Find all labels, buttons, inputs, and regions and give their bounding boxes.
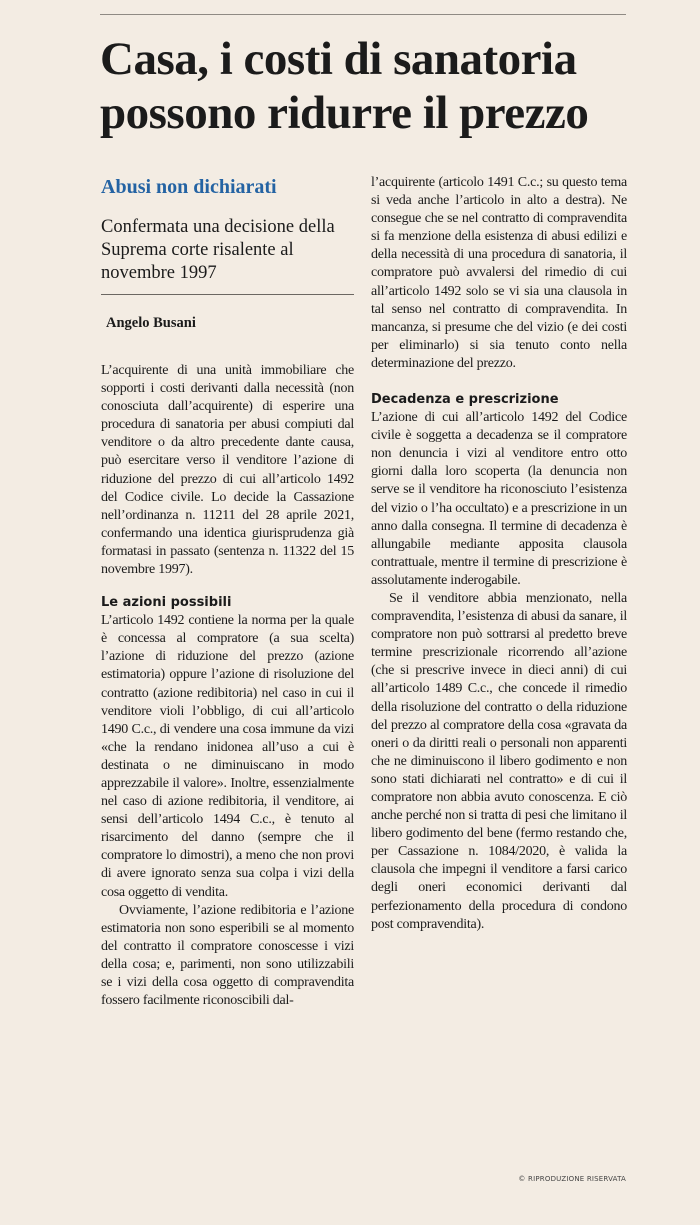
left-column (101, 174, 354, 1010)
paragraph-azioni: L’articolo 1492 contiene la norma per la quale è concessa al compratore (a sua scelta) l’azione di riduzione del prezzo (azione estimatoria) oppure l’azione di risoluzione del contratto (azione redibitoria) nel caso in cui il venditore violi l’obbligo, di cui all’articolo 1490 C.c., di vendere una cosa immune da vizi «che la rendano inidonea all’uso a cui è destinata o ne diminuiscano in modo apprezzabile il valore». Inoltre, essenzialmente nel caso di azione redibitoria, il venditore, ai sensi dell’articolo 1494 C.c., è tenuto al risarcimento del danno (sempre che il compratore lo dimostri), a meno che non provi di avere ignorato senza sua colpa i vizi della cosa oggetto di vendita. (101, 613, 354, 900)
paragraph-venditore: Se il venditore abbia menzionato, nella compravendita, l’esistenza di abusi da sanare, il compratore non può sottrarsi al predetto breve termine prescrizionale ricorrendo all’azione (che si prescrive invece in dieci anni) di cui all’articolo 1489 C.c., che concede il rimedio della risoluzione del contratto o della riduzione del prezzo al compratore della cosa «gravata da oneri o da diritti reali o personali non apparenti che ne diminuiscono il libero godimento e non sono stati dichiarati nel contratto» e di cui il compratore non abbia avuto conoscenza. E ciò anche perché non si tratta di pesi che limitano il libero godimento del bene (fermo restando che, per Cassazione n. 1084/2020, è valida la clausola che impegni il venditore a farsi carico degli oneri economici derivanti dal perfezionamento della procedura di condono post compravendita). (371, 590, 627, 932)
byline: Angelo Busani (106, 315, 196, 331)
kicker: Abusi non dichiarati (101, 176, 277, 198)
right-column (371, 174, 627, 934)
copyright-notice: © RIPRODUZIONE RISERVATA (518, 1175, 626, 1183)
paragraph-ovviamente: Ovviamente, l’azione redibitoria e l’azione estimatoria non sono esperibili se al momento del contratto il compratore conoscesse i vizi della cosa; e, parimenti, non sono utilizzabili se i vizi della cosa oggetto di compravendita fossero facilmente riconoscibili dal- (101, 902, 354, 1009)
subheadline: Confermata una decisione della Suprema corte risalente al novembre 1997 (101, 216, 354, 295)
section-title-azioni: Le azioni possibili (101, 595, 232, 611)
headline: Casa, i costi di sanatoria possono ridurre il prezzo (100, 33, 589, 139)
paragraph-intro: L’acquirente di una unità immobiliare che sopporti i costi derivanti dalla necessità (non conosciuta dall’acquirente) di esperire una procedura di sanatoria per abusi compiuti dal venditore o da altro precedente dante causa, può esercitare verso il venditore l’azione di riduzione del prezzo di cui all’articolo 1492 del Codice civile. Lo decide la Cassazione nell’ordinanza n. 11211 del 28 aprile 2021, confermando una identica giurisprudenza già formatasi in passato (sentenza n. 11322 del 15 novembre 1997). (101, 363, 354, 578)
section-title-decadenza: Decadenza e prescrizione (371, 392, 559, 408)
paragraph-decadenza: L’azione di cui all’articolo 1492 del Codice civile è soggetta a decadenza se il compratore non denuncia i vizi al venditore entro otto giorni dalla loro scoperta (la denuncia non serve se il venditore ha riconosciuto l’esistenza del vizio o l’ha occultato) e a prescrizione in un anno dalla consegna. Il termine di decadenza è allungabile mediante apposita clausola contrattuale, mentre il termine di prescrizione è assolutamente inderogabile. (371, 410, 627, 588)
top-rule (100, 14, 626, 15)
paragraph-continued: l’acquirente (articolo 1491 C.c.; su questo tema si veda anche l’articolo in alto a destra). Ne consegue che se nel contratto di compravendita si fa menzione della esistenza di abusi edilizi e della necessità di una procedura di sanatoria, il compratore può avvalersi del rimedio di cui all’articolo 1492 solo se vi sia una clausola in tal senso nel contratto di compravendita. In mancanza, si presume che del vizio (e dei costi per eliminarlo) si sia tenuto conto nella determinazione del prezzo. (371, 175, 627, 371)
